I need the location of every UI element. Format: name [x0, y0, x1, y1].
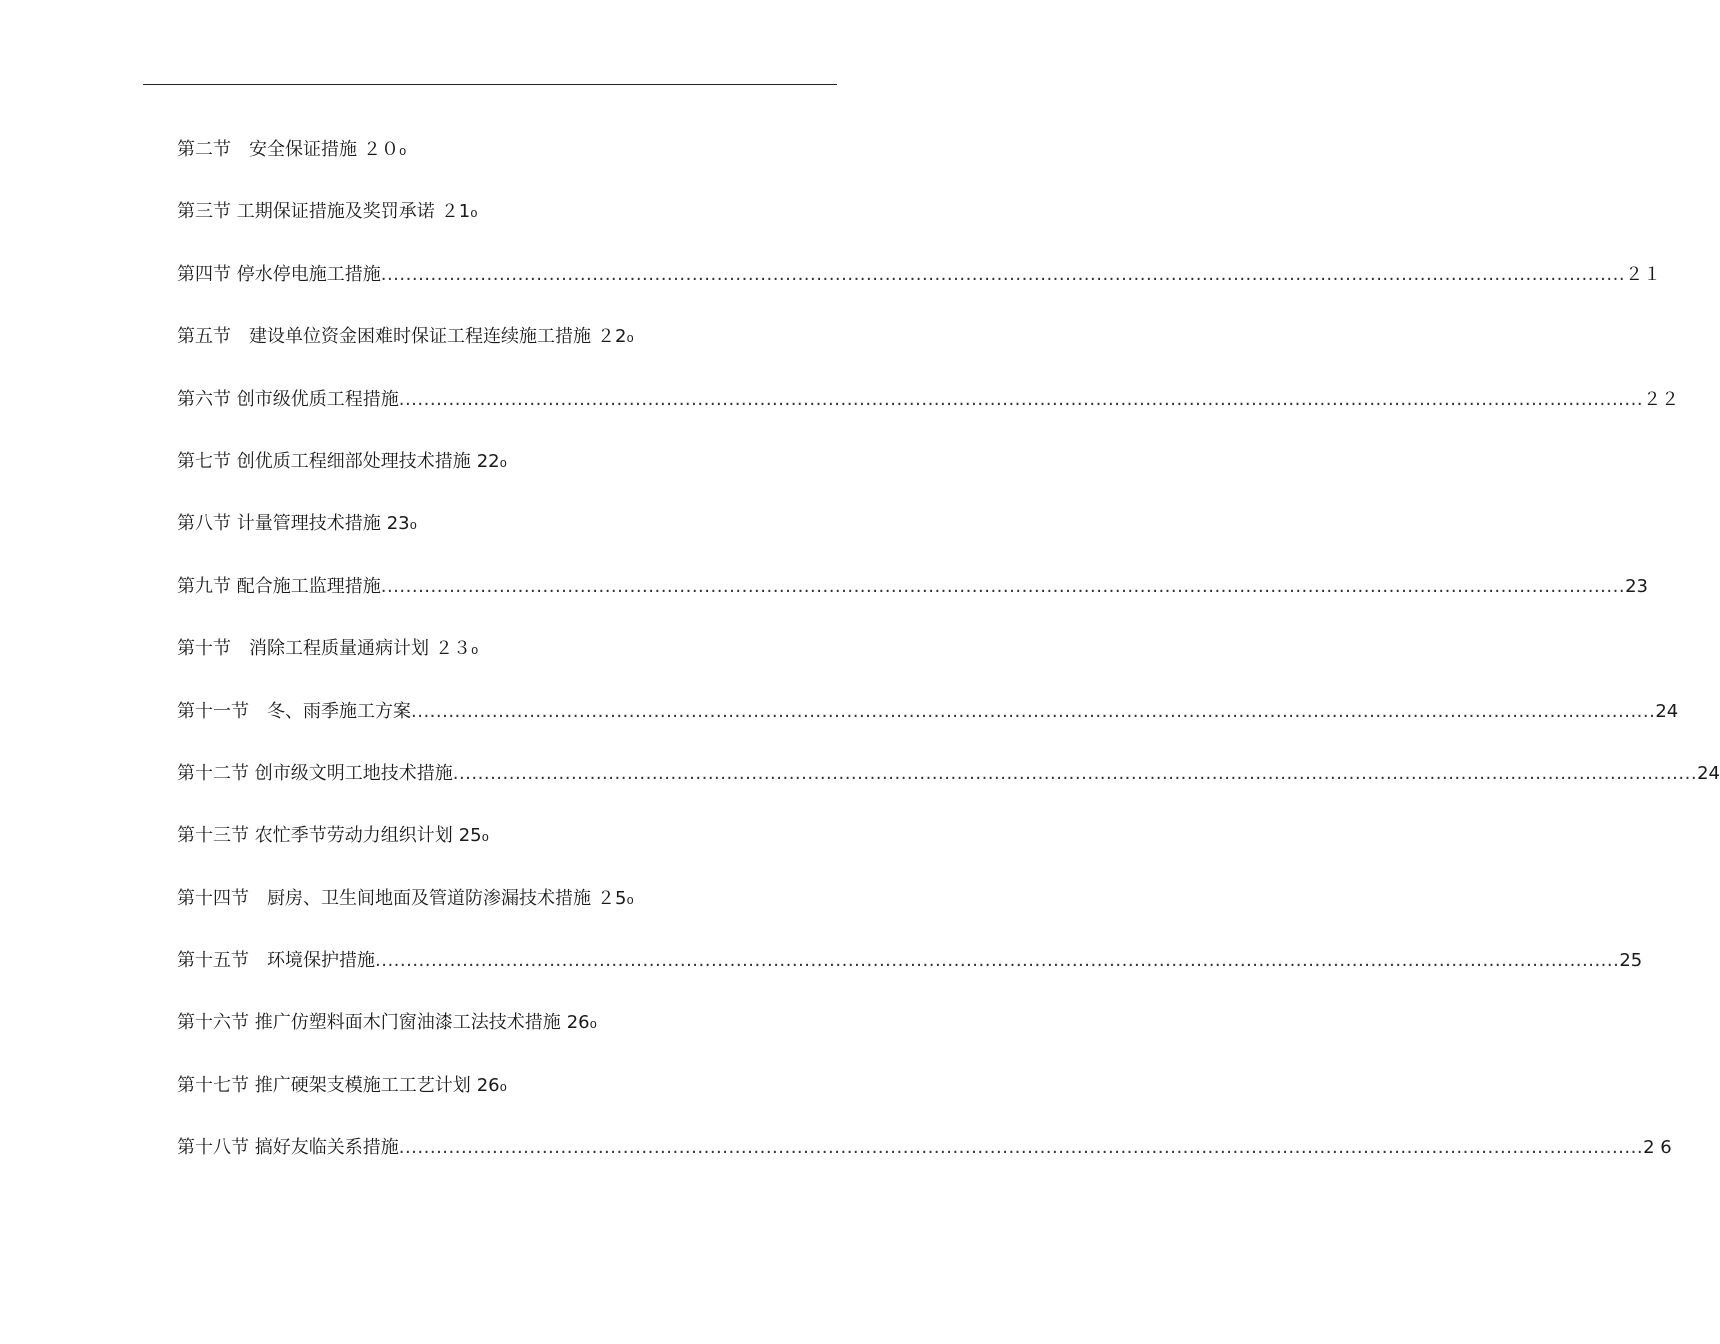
dot-leader: ........................................................................................................................................................................................................: [380, 263, 1626, 285]
toc-page-number: 25: [1619, 950, 1643, 972]
toc-entry: [177, 131, 837, 193]
toc-entry: [177, 193, 837, 255]
toc-entry-title: 第八节 计量管理技术措施: [177, 513, 381, 535]
toc-page-suffix: ₀: [499, 1074, 507, 1096]
toc-page-number: ２1: [440, 201, 471, 223]
toc-page-number: ２2: [597, 326, 627, 348]
toc-page-number: 24: [1655, 700, 1679, 722]
toc-page-suffix: ₀: [589, 1012, 597, 1034]
toc-entry-title: 第十七节 推广硬架支模施工工艺计划: [177, 1074, 471, 1096]
toc-entry: [177, 381, 1680, 443]
toc-page-number: 2 6: [1643, 1137, 1672, 1159]
toc-entry-title: 第四节 停水停电施工措施: [177, 263, 381, 285]
toc-page-suffix: ₀: [626, 326, 634, 348]
toc-page-number: 23: [1625, 575, 1648, 597]
toc-page-suffix: ₀: [409, 513, 417, 535]
toc-entry: [177, 880, 837, 942]
toc-entry: [177, 256, 1662, 318]
toc-entry: [177, 817, 837, 879]
dot-leader: ........................................................................................................................................................................................................: [375, 950, 1620, 972]
toc-page-suffix: ₀: [399, 139, 407, 160]
toc-entry-title: 第十节 消除工程质量通病计划: [177, 638, 429, 660]
toc-entry: [177, 942, 1643, 1004]
toc-entry: [177, 505, 837, 567]
toc-entry: [177, 755, 1720, 817]
toc-page-number: 26: [566, 1012, 590, 1034]
toc-page-number: ２０: [363, 139, 399, 160]
toc-entry: [177, 568, 1648, 630]
toc-entry-title: 第十八节 搞好友临关系措施: [177, 1137, 399, 1159]
toc-entry-title: 第十六节 推广仿塑料面木门窗油漆工法技术措施: [177, 1012, 561, 1034]
toc-entry: [177, 1004, 837, 1066]
toc-entry: [177, 1067, 837, 1129]
toc-entry-title: 第十四节 厨房、卫生间地面及管道防渗漏技术措施: [177, 887, 591, 909]
dot-leader: ........................................................................................................................................................................................................: [398, 388, 1644, 410]
toc-entry-title: 第七节 创优质工程细部处理技术措施: [177, 450, 471, 472]
toc-entry: [177, 630, 837, 692]
dot-leader: ........................................................................................................................................................................................................: [380, 575, 1626, 597]
toc-page-number: 25: [458, 825, 482, 847]
dot-leader: ........................................................................................................................................................................................................: [398, 1137, 1644, 1159]
toc-page-suffix: ₀: [626, 887, 634, 909]
dot-leader: ........................................................................................................................................................................................................: [411, 700, 1656, 722]
toc-entry-title: 第九节 配合施工监理措施: [177, 575, 381, 597]
toc-page-suffix: ₀: [470, 201, 478, 223]
toc-entry-title: 第十一节 冬、雨季施工方案: [177, 700, 411, 722]
toc-entry-title: 第五节 建设单位资金困难时保证工程连续施工措施: [177, 326, 591, 348]
toc-entry-title: 第十五节 环境保护措施: [177, 950, 375, 972]
toc-page-suffix: ₀: [471, 638, 479, 660]
table-of-contents: [177, 131, 1720, 1192]
header-rule: [143, 84, 837, 85]
toc-page-number: ２３: [435, 638, 471, 660]
toc-page-suffix: ₀: [481, 825, 489, 847]
toc-entry-title: 第二节 安全保证措施: [177, 139, 357, 160]
toc-page-number: 26: [476, 1074, 500, 1096]
toc-entry: [177, 1129, 1672, 1191]
toc-entry-title: 第六节 创市级优质工程措施: [177, 388, 399, 410]
toc-page-number: 24: [1697, 762, 1720, 784]
toc-entry: [177, 318, 837, 380]
toc-entry-title: 第十二节 创市级文明工地技术措施: [177, 762, 453, 784]
toc-page-number: 23: [386, 513, 410, 535]
toc-page-number: ２5: [597, 887, 627, 909]
toc-page-number: 22: [476, 450, 500, 472]
toc-entry: [177, 693, 1679, 755]
toc-entry: [177, 443, 837, 505]
dot-leader: ........................................................................................................................................................................................................: [452, 762, 1698, 784]
toc-entry-title: 第三节 工期保证措施及奖罚承诺: [177, 201, 435, 223]
toc-entry-title: 第十三节 农忙季节劳动力组织计划: [177, 825, 453, 847]
toc-page-suffix: ₀: [499, 450, 507, 472]
toc-page-number: ２２: [1643, 388, 1680, 410]
toc-page-number: ２１: [1625, 263, 1662, 285]
